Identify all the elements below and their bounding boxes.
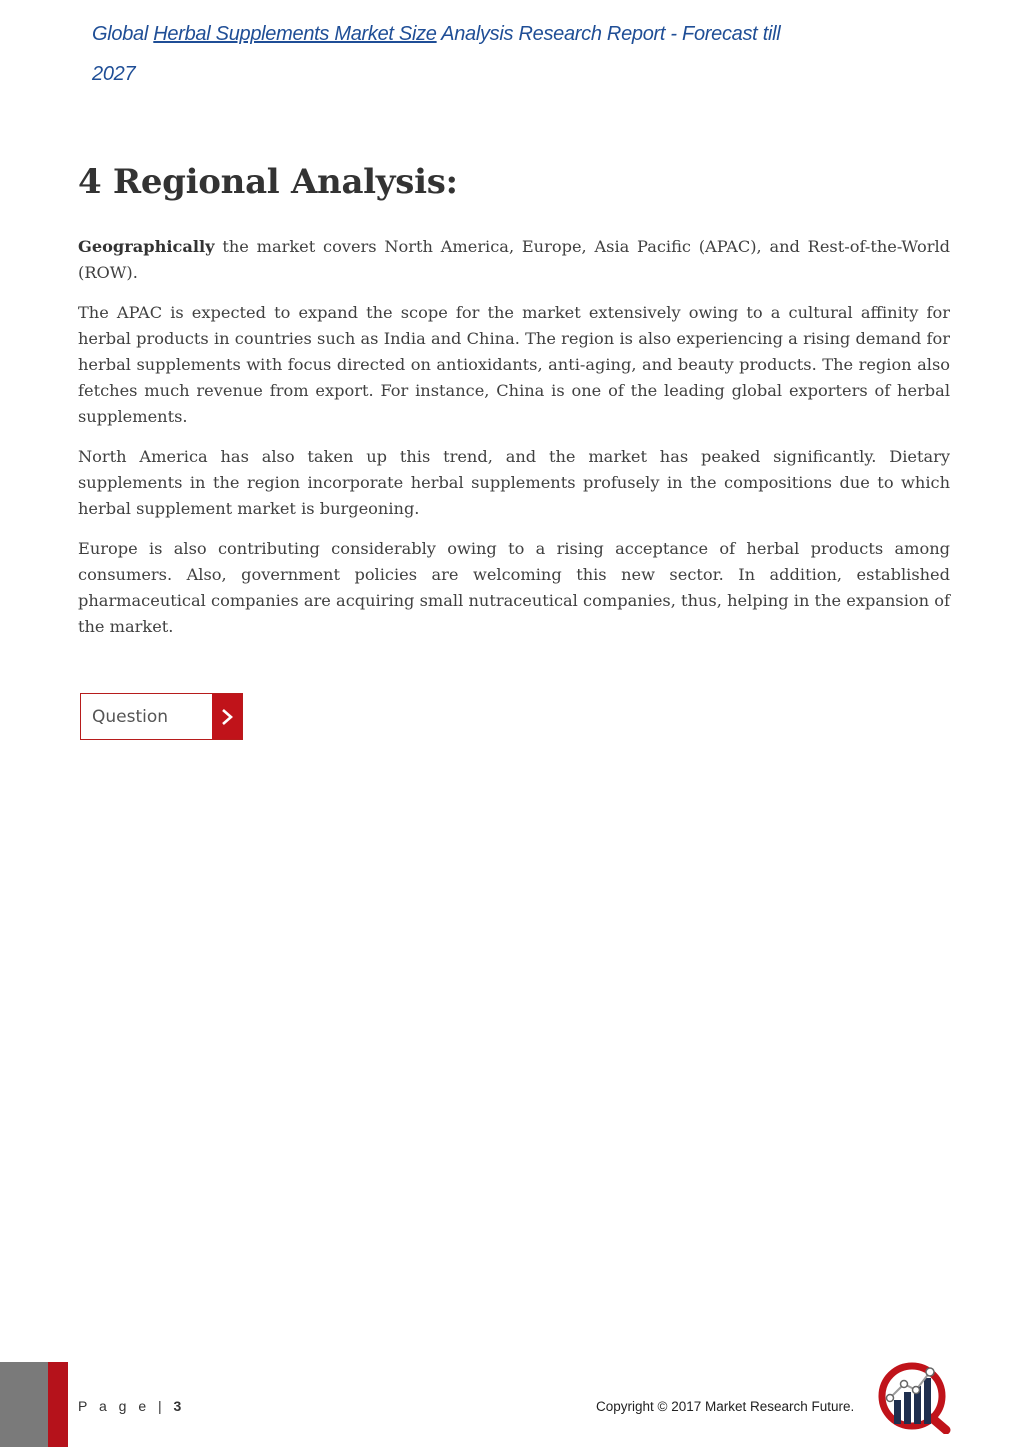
chevron-right-icon xyxy=(212,694,242,739)
section-heading: 4 Regional Analysis: xyxy=(78,162,458,202)
footer-gray-bar xyxy=(0,1362,48,1447)
paragraph-north-america: North America has also taken up this trend, and the market has peaked significantly. Dietary supplements in the region incorporate herbal supplements profusely in the compositions due to which herbal supplement market is burgeoning. xyxy=(78,447,950,518)
section-body xyxy=(78,234,950,654)
paragraph-europe: Europe is also contributing considerably owing to a rising acceptance of herbal products among consumers. Also, government policies are welcoming this new sector. In addition, established pharmaceutical companies are acquiring small nutraceutical companies, thus, helping in the expansion of the market. xyxy=(78,539,950,636)
footer-red-bar xyxy=(48,1362,68,1447)
page-label-text: P a g e | xyxy=(78,1398,174,1414)
header-report-link[interactable]: Herbal Supplements Market Size xyxy=(153,23,437,45)
question-button-label: Question xyxy=(92,706,169,727)
document-header-title xyxy=(92,14,792,94)
page-number-label xyxy=(78,1398,181,1414)
paragraph-geography xyxy=(78,234,950,286)
question-button[interactable] xyxy=(80,693,243,740)
copyright-text: Copyright © 2017 Market Research Future. xyxy=(596,1399,855,1414)
paragraph-apac: The APAC is expected to expand the scope for the market extensively owing to a cultural affinity for herbal products in countries such as India and China. The region is also experiencing a rising demand for herbal supplements with focus directed on antioxidants, anti-aging, and beauty products. The region also fetches much revenue from export. For instance, China is one of the leading global exporters of herbal supplements. xyxy=(78,303,950,426)
paragraph-geography-text: the market covers North America, Europe, Asia Pacific (APAC), and Rest-of-the-World (ROW). xyxy=(78,237,950,282)
page-number: 3 xyxy=(173,1398,182,1414)
paragraph-lead-bold: Geographically xyxy=(78,237,215,256)
market-research-future-logo xyxy=(874,1362,954,1434)
header-suffix: Analysis Research Report - Forecast till 2027 xyxy=(92,23,781,85)
header-prefix: Global xyxy=(92,23,154,45)
